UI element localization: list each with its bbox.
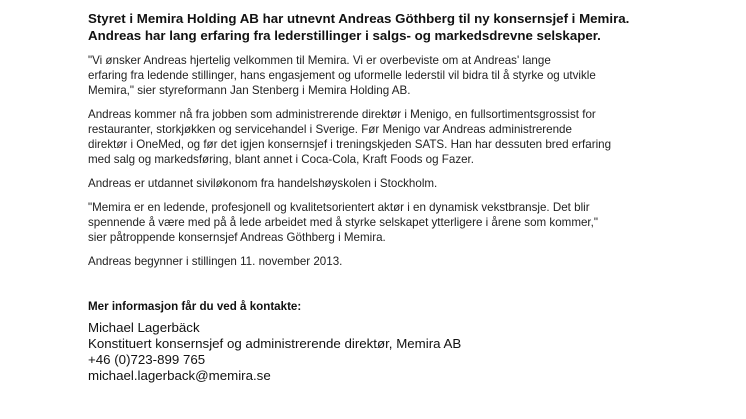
text-line: "Memira er en ledende, profesjonell og kvalitetsorientert aktør i en dynamisk vekstbransje. Det blir — [88, 201, 590, 214]
text-line: Memira," sier styreformann Jan Stenberg i Memira Holding AB. — [88, 84, 411, 97]
contact-title: Konstituert konsernsjef og administrerende direktør, Memira AB — [88, 336, 462, 351]
text-line: direktør i OneMed, og før det igjen konsernsjef i treningskjeden SATS. Han har dessuten bred erfaring — [88, 138, 612, 151]
text-line: sier påtroppende konsernsjef Andreas Göthberg i Memira. — [88, 231, 386, 244]
contact-name: Michael Lagerbäck — [88, 320, 200, 335]
text-line: Andreas begynner i stillingen 11. november 2013. — [88, 255, 343, 268]
text-line: restauranter, storkjøkken og servicehandel i Sverige. Før Menigo var Andreas administrerende — [88, 123, 572, 136]
contact-block — [88, 320, 688, 384]
text-line: erfaring fra ledende stillinger, hans engasjement og uformelle lederstil vil bidra til å styrke og utvikle — [88, 69, 596, 82]
headline — [88, 10, 688, 44]
contact-phone[interactable]: +46 (0)723-899 765 — [88, 352, 206, 367]
press-release-document — [88, 10, 688, 384]
paragraph-quote-chairman — [88, 53, 688, 98]
paragraph-quote-ceo — [88, 200, 688, 245]
text-line: "Vi ønsker Andreas hjertelig velkommen til Memira. Vi er overbeviste om at Andreas' lange — [88, 54, 551, 67]
paragraph-education — [88, 176, 688, 191]
text-line: Andreas kommer nå fra jobben som administrerende direktør i Menigo, en fullsortimentsgrossist for — [88, 108, 596, 121]
paragraph-start-date — [88, 254, 688, 269]
text-line: Andreas er utdannet siviløkonom fra handelshøyskolen i Stockholm. — [88, 177, 438, 190]
headline-line: Styret i Memira Holding AB har utnevnt Andreas Göthberg til ny konsernsjef i Memira. — [88, 11, 630, 26]
headline-line: Andreas har lang erfaring fra lederstillinger i salgs- og markedsdrevne selskaper. — [88, 28, 601, 43]
contact-email[interactable]: michael.lagerback@memira.se — [88, 368, 271, 383]
text-line: med salg og markedsføring, blant annet i Coca-Cola, Kraft Foods og Fazer. — [88, 153, 475, 166]
paragraph-background — [88, 107, 688, 167]
contact-heading: Mer informasjon får du ved å kontakte: — [88, 300, 302, 313]
text-line: spennende å være med på å lede arbeidet med å styrke selskapet ytterligere i årene som kommer," — [88, 216, 598, 229]
